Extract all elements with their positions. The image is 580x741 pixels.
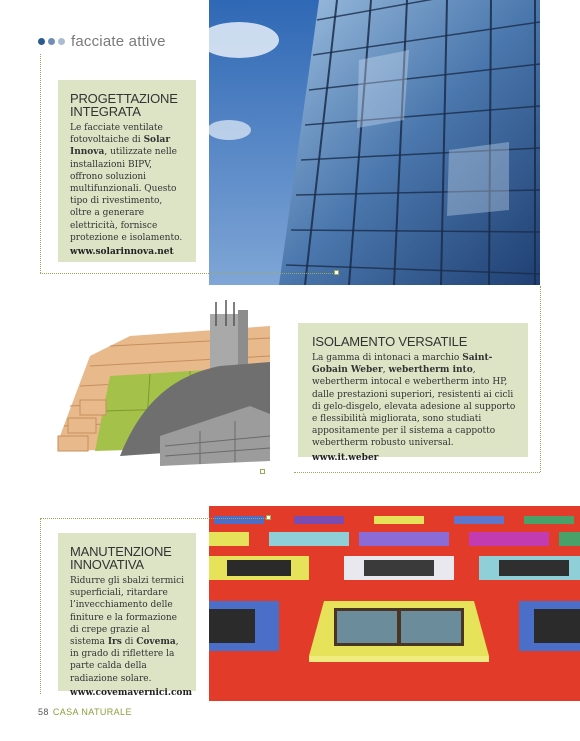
info-box-progettazione (58, 80, 196, 262)
red-facade-photo (209, 506, 580, 701)
product-name: webertherm into (388, 365, 473, 376)
dotted-connector-line (40, 518, 41, 694)
photovoltaic-facade-photo (209, 0, 540, 285)
brand-name: Saint-Gobain Weber (312, 353, 493, 376)
section-bullet-icon (38, 38, 65, 45)
dotted-connector-line (294, 472, 540, 473)
section-header (38, 33, 166, 50)
box-title: PROGETTAZIONE INTEGRATA (70, 91, 178, 119)
connector-marker-icon (334, 270, 339, 275)
box-title: MANUTENZIONE INNOVATIVA (70, 544, 172, 572)
product-name: Irs (107, 637, 122, 648)
info-box-manutenzione (58, 533, 196, 698)
website-link[interactable]: www.it.weber (312, 452, 379, 463)
insulation-wall-illustration (50, 296, 310, 476)
page-footer (38, 707, 132, 717)
publication-name: CASA NATURALE (52, 707, 132, 717)
dotted-connector-line (40, 518, 270, 519)
box-body: Le facciate ventilate fotovoltaiche di Solar Innova, utilizzate nelle installazioni BIPV, offrono soluzioni multifunzionali. Questo tipo di rivestimento, oltre a generare elettricità, fornisce protezione e isolamento. (70, 123, 183, 243)
section-title: facciate attive (71, 33, 166, 50)
page-number: 58 (38, 707, 49, 717)
website-link[interactable]: www.covemavernici.com (70, 687, 192, 698)
info-box-isolamento (298, 323, 528, 463)
dotted-connector-line (540, 286, 541, 472)
brand-name: Covema (136, 637, 176, 648)
connector-marker-icon (260, 469, 265, 474)
dotted-connector-line (40, 54, 41, 273)
box-body: La gamma di intonaci a marchio Saint-Gobain Weber, webertherm into, webertherm intocal e webertherm into HP, dalle prestazioni superiori, resistenti ai cicli di gelo-disgelo, elevata adesione al supporto e flessibilità migliorata, sono studiati appositamente per il sistema a cappotto webertherm robusto universal. (312, 353, 516, 449)
dotted-connector-line (40, 273, 337, 274)
website-link[interactable]: www.solarinnova.net (70, 247, 174, 258)
brand-name: Solar Innova (70, 135, 171, 158)
connector-marker-icon (266, 515, 271, 520)
box-title: ISOLAMENTO VERSATILE (312, 334, 468, 349)
box-body: Ridurre gli sbalzi termici superficiali, ritardare l’invecchiamento delle finiture e la formazione di crepe grazie al sistema Irs di Covema, in grado di riflettere la parte calda della radiazione solare. (70, 576, 185, 684)
